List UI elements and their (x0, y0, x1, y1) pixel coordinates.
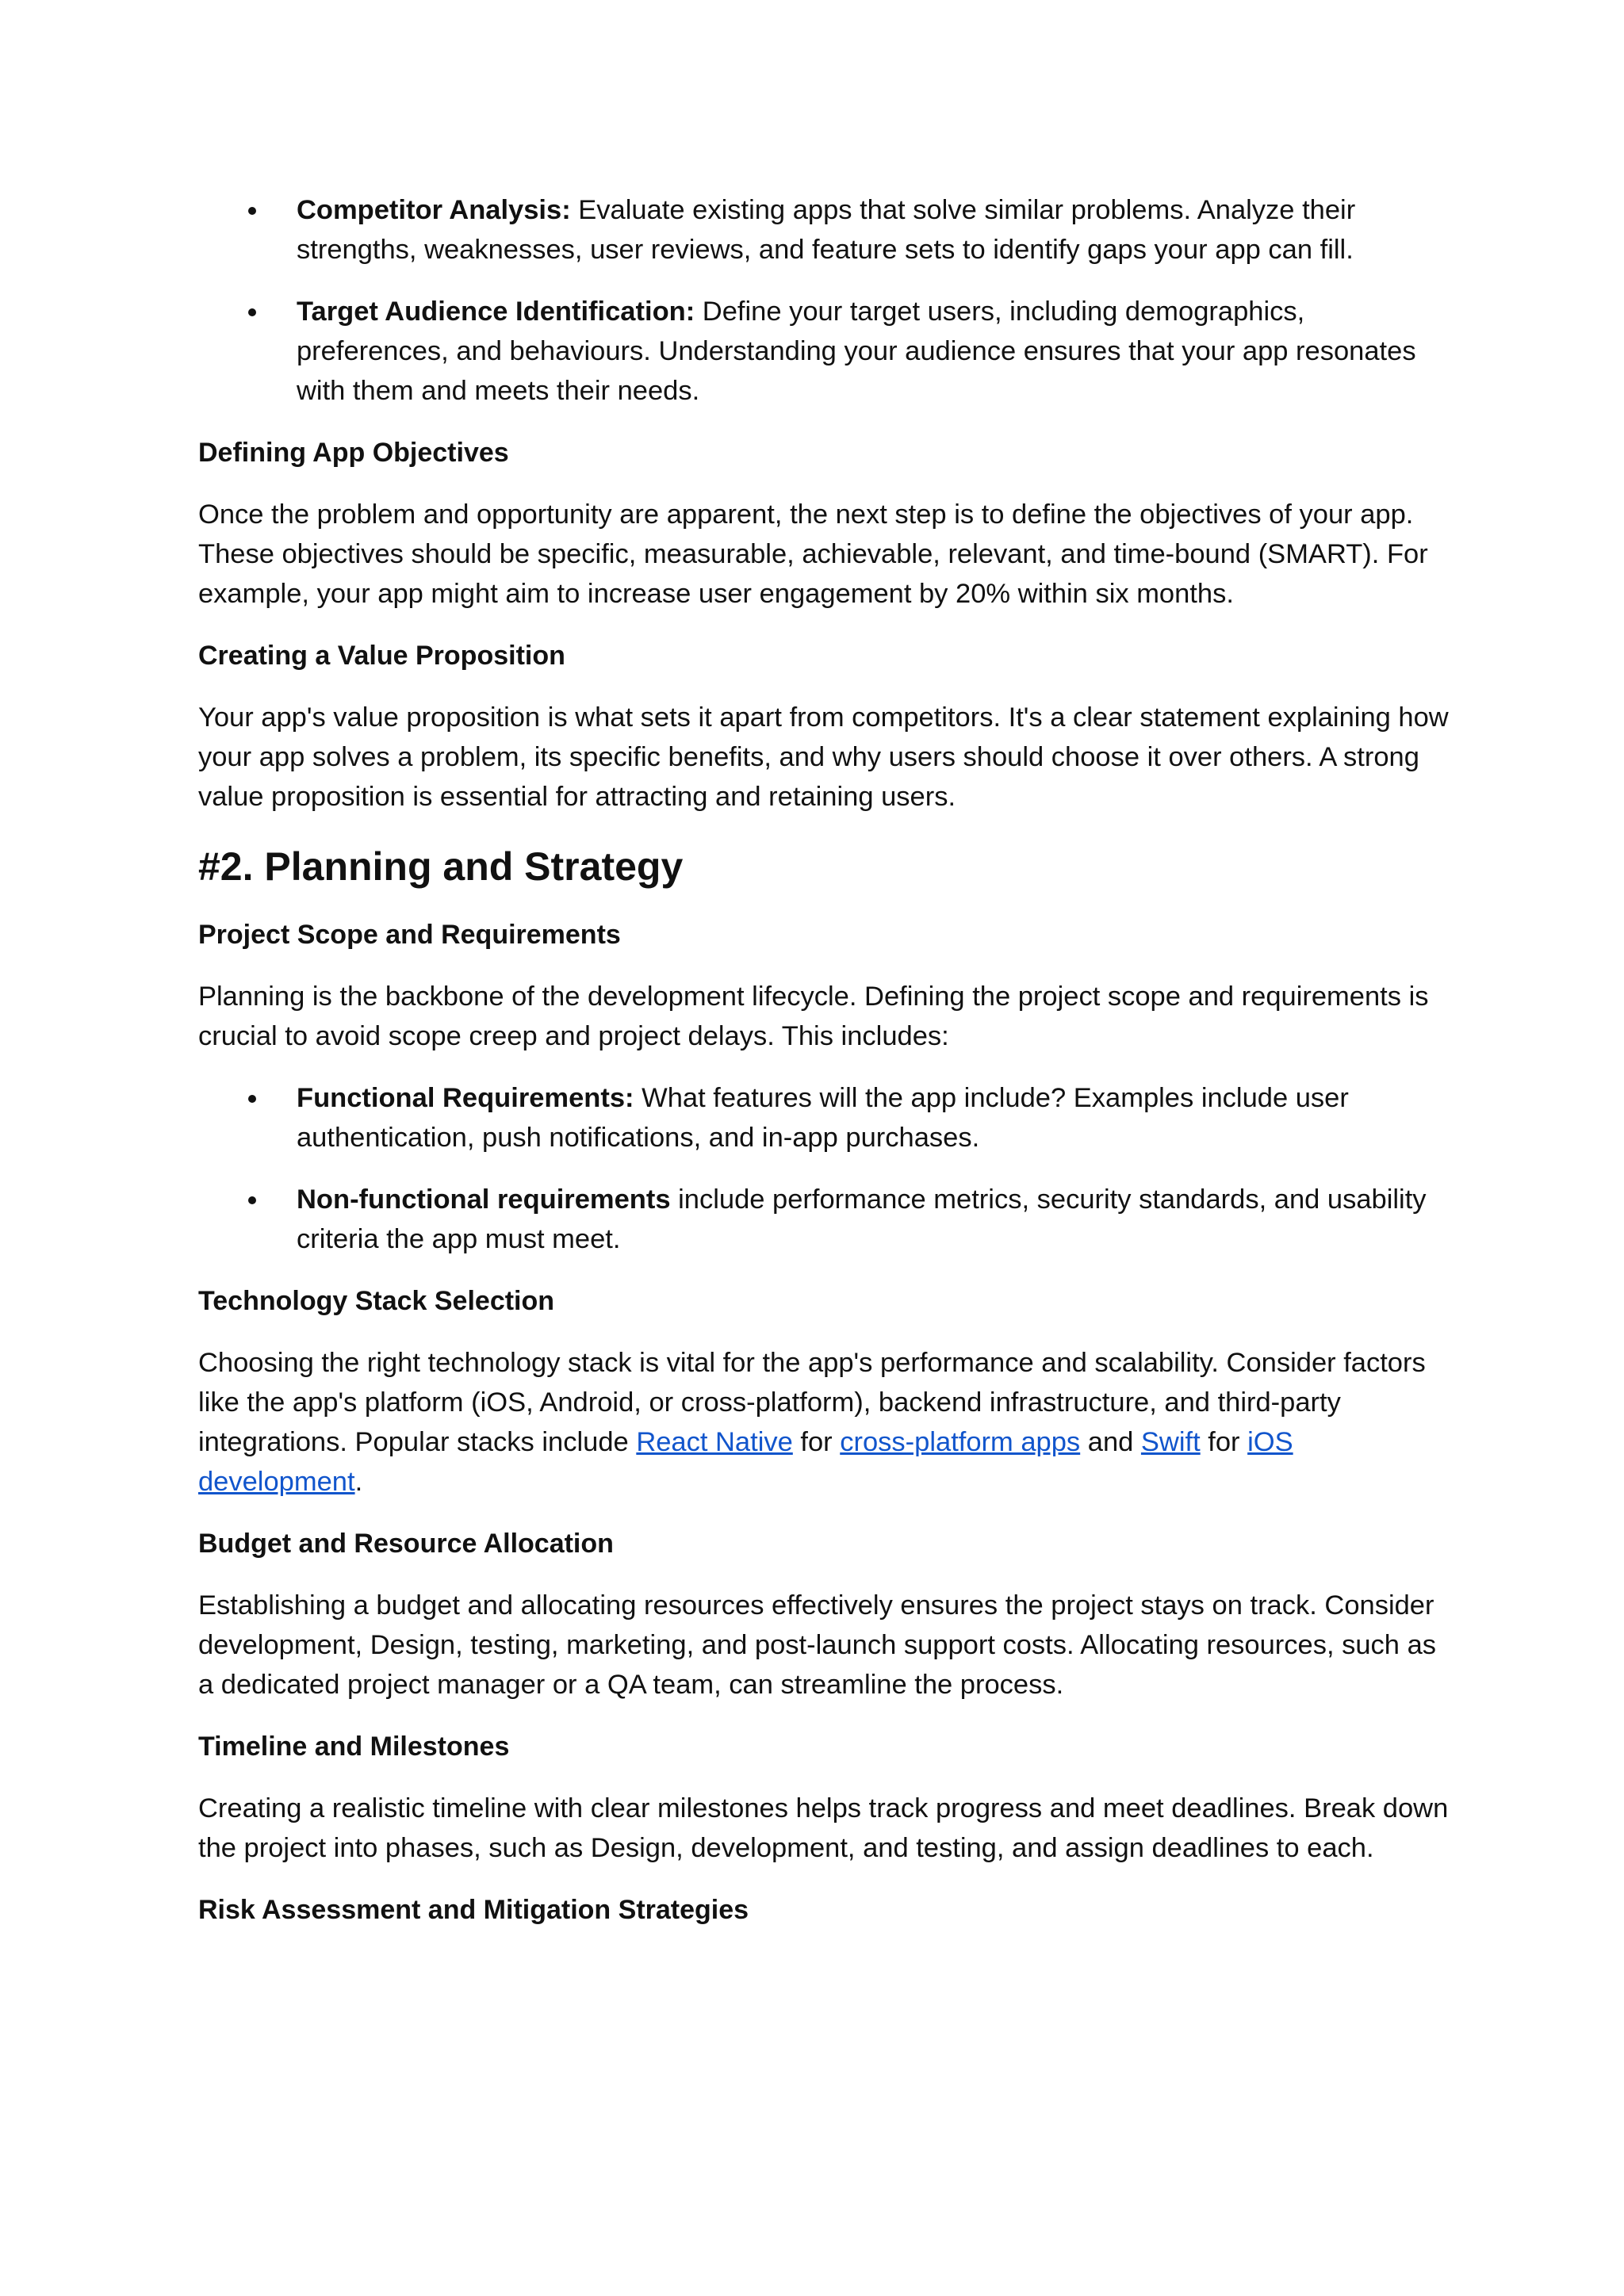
list-item (198, 1078, 1451, 1158)
tech-text-end: . (354, 1467, 363, 1497)
react-native-link[interactable]: React Native (636, 1427, 793, 1457)
section-title: #2. Planning and Strategy (198, 844, 684, 889)
bullet-text: Evaluate existing apps that solve similar problems. Analyze their strengths, weaknesses, user reviews, and feature sets to identify gaps your app can fill. (297, 195, 1356, 265)
tech-stack-heading: Technology Stack Selection (198, 1286, 555, 1316)
bullet-term: Target Audience Identification: (297, 297, 695, 327)
list-item (198, 1180, 1451, 1259)
bullet-icon (248, 1196, 256, 1204)
timeline-heading: Timeline and Milestones (198, 1732, 510, 1762)
budget-heading: Budget and Resource Allocation (198, 1529, 614, 1559)
tech-text-and: and (1080, 1427, 1141, 1457)
swift-link[interactable]: Swift (1140, 1427, 1201, 1457)
bullet-icon (248, 207, 256, 215)
cross-platform-apps-link[interactable]: cross-platform apps (840, 1427, 1081, 1457)
bullet-text: include performance metrics, security standards, and usability criteria the app must meet. (297, 1184, 1427, 1254)
document-page (198, 190, 1451, 1952)
objectives-paragraph: Once the problem and opportunity are apparent, the next step is to define the objectives of your app. These objectives should be specific, measurable, achievable, relevant, and time-bound (SMART). For example, your app might aim to increase user engagement by 20% within six months. (198, 499, 1428, 609)
scope-heading: Project Scope and Requirements (198, 920, 621, 950)
bullet-icon (248, 308, 256, 316)
bullet-text: Define your target users, including demographics, preferences, and behaviours. Understanding your audience ensures that your app resonates with them and meets their needs. (297, 297, 1416, 406)
research-bullet-list (198, 190, 1451, 411)
value-proposition-paragraph: Your app's value proposition is what sets it apart from competitors. It's a clear statement explaining how your app solves a problem, its specific benefits, and why users should choose it over others. A strong value proposition is essential for attracting and retaining users. (198, 702, 1449, 812)
scope-paragraph: Planning is the backbone of the development lifecycle. Defining the project scope and requirements is crucial to avoid scope creep and project delays. This includes: (198, 982, 1429, 1051)
tech-text-for: for (792, 1427, 841, 1457)
objectives-heading: Defining App Objectives (198, 438, 509, 468)
tech-text-start: Choosing the right technology stack is vital for the app's performance and scalability. Consider factors like the app's platform (iOS, Android, or cross-platform), backend infrastructure, and third-party integrations. Popular stacks include (198, 1348, 1426, 1457)
bullet-icon (248, 1095, 256, 1103)
bullet-text: What features will the app include? Examples include user authentication, push notifications, and in-app purchases. (297, 1083, 1349, 1153)
bullet-term: Non-functional requirements (297, 1184, 671, 1215)
tech-text-for: for (1200, 1427, 1248, 1457)
bullet-term: Competitor Analysis: (297, 195, 571, 225)
tech-stack-paragraph (198, 1343, 1451, 1502)
budget-paragraph: Establishing a budget and allocating resources effectively ensures the project stays on track. Consider development, Design, testing, marketing, and post-launch support costs. Allocating resources, such as a dedicated project manager or a QA team, can streamline the process. (198, 1590, 1437, 1700)
list-item (198, 190, 1451, 270)
risk-heading: Risk Assessment and Mitigation Strategies (198, 1895, 749, 1925)
bullet-term: Functional Requirements: (297, 1083, 634, 1113)
value-proposition-heading: Creating a Value Proposition (198, 641, 565, 671)
list-item (198, 292, 1451, 411)
requirements-bullet-list (198, 1078, 1451, 1259)
timeline-paragraph: Creating a realistic timeline with clear milestones helps track progress and meet deadlines. Break down the project into phases, such as Design, development, and testing, and assign deadlines to each. (198, 1793, 1449, 1863)
ios-development-link[interactable]: iOS development (198, 1427, 1293, 1497)
